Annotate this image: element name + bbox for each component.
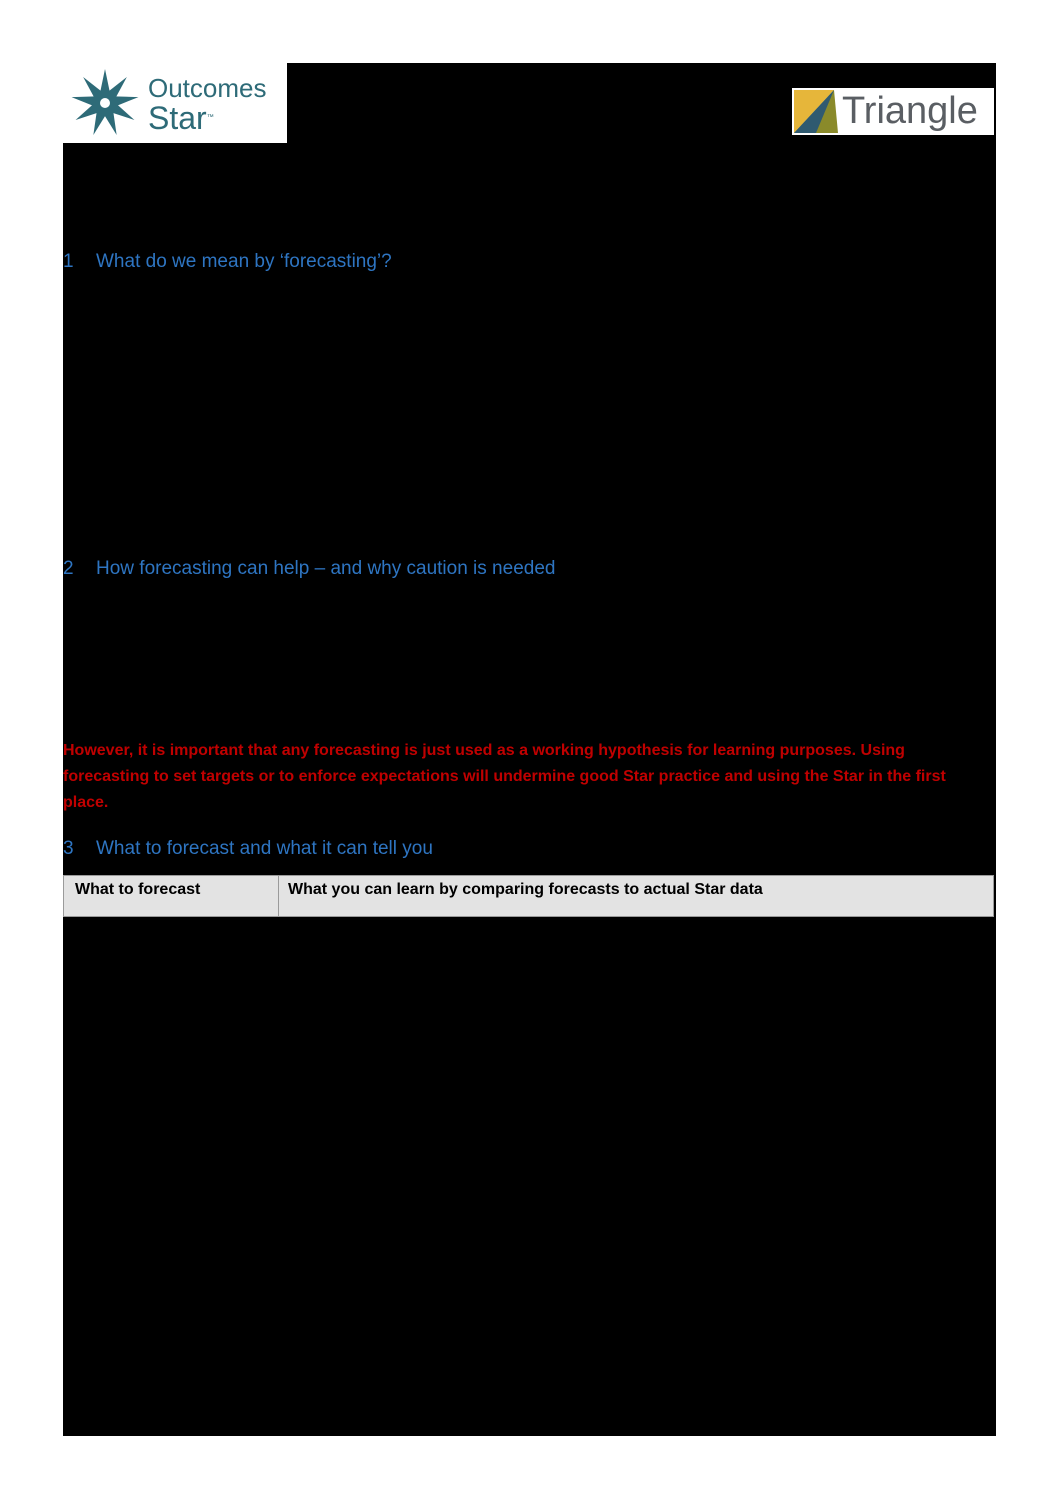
logo-word-outcomes: Outcomes (148, 73, 267, 103)
logo-word-star: Star™ (148, 100, 214, 136)
section-number: 2 (63, 558, 74, 579)
star-icon (67, 67, 143, 139)
section-number: 1 (63, 251, 74, 272)
outcomes-star-logo (63, 63, 287, 143)
table-header-cell: What to forecast (64, 876, 279, 916)
section-2-heading (63, 558, 555, 580)
table-header-cell: What you can learn by comparing forecasts to actual Star data (288, 881, 763, 898)
section-title: What to forecast and what it can tell you (96, 838, 433, 859)
forecast-table-header (63, 875, 994, 917)
section-3-heading (63, 838, 433, 860)
section-title: How forecasting can help – and why caution is needed (96, 558, 556, 579)
trademark-mark: ™ (206, 114, 214, 121)
triangle-logo (792, 88, 994, 135)
section-1-heading (63, 251, 392, 273)
caution-paragraph: However, it is important that any forecasting is just used as a working hypothesis for learning purposes. Using forecasting to set targets or to enforce expectations will undermine good Star practice and using the Star in the first place. (63, 742, 946, 811)
logo-word-triangle: Triangle (842, 90, 978, 132)
section-title: What do we mean by ‘forecasting’? (96, 251, 392, 272)
section-number: 3 (63, 838, 74, 859)
triangle-icon (794, 90, 838, 133)
